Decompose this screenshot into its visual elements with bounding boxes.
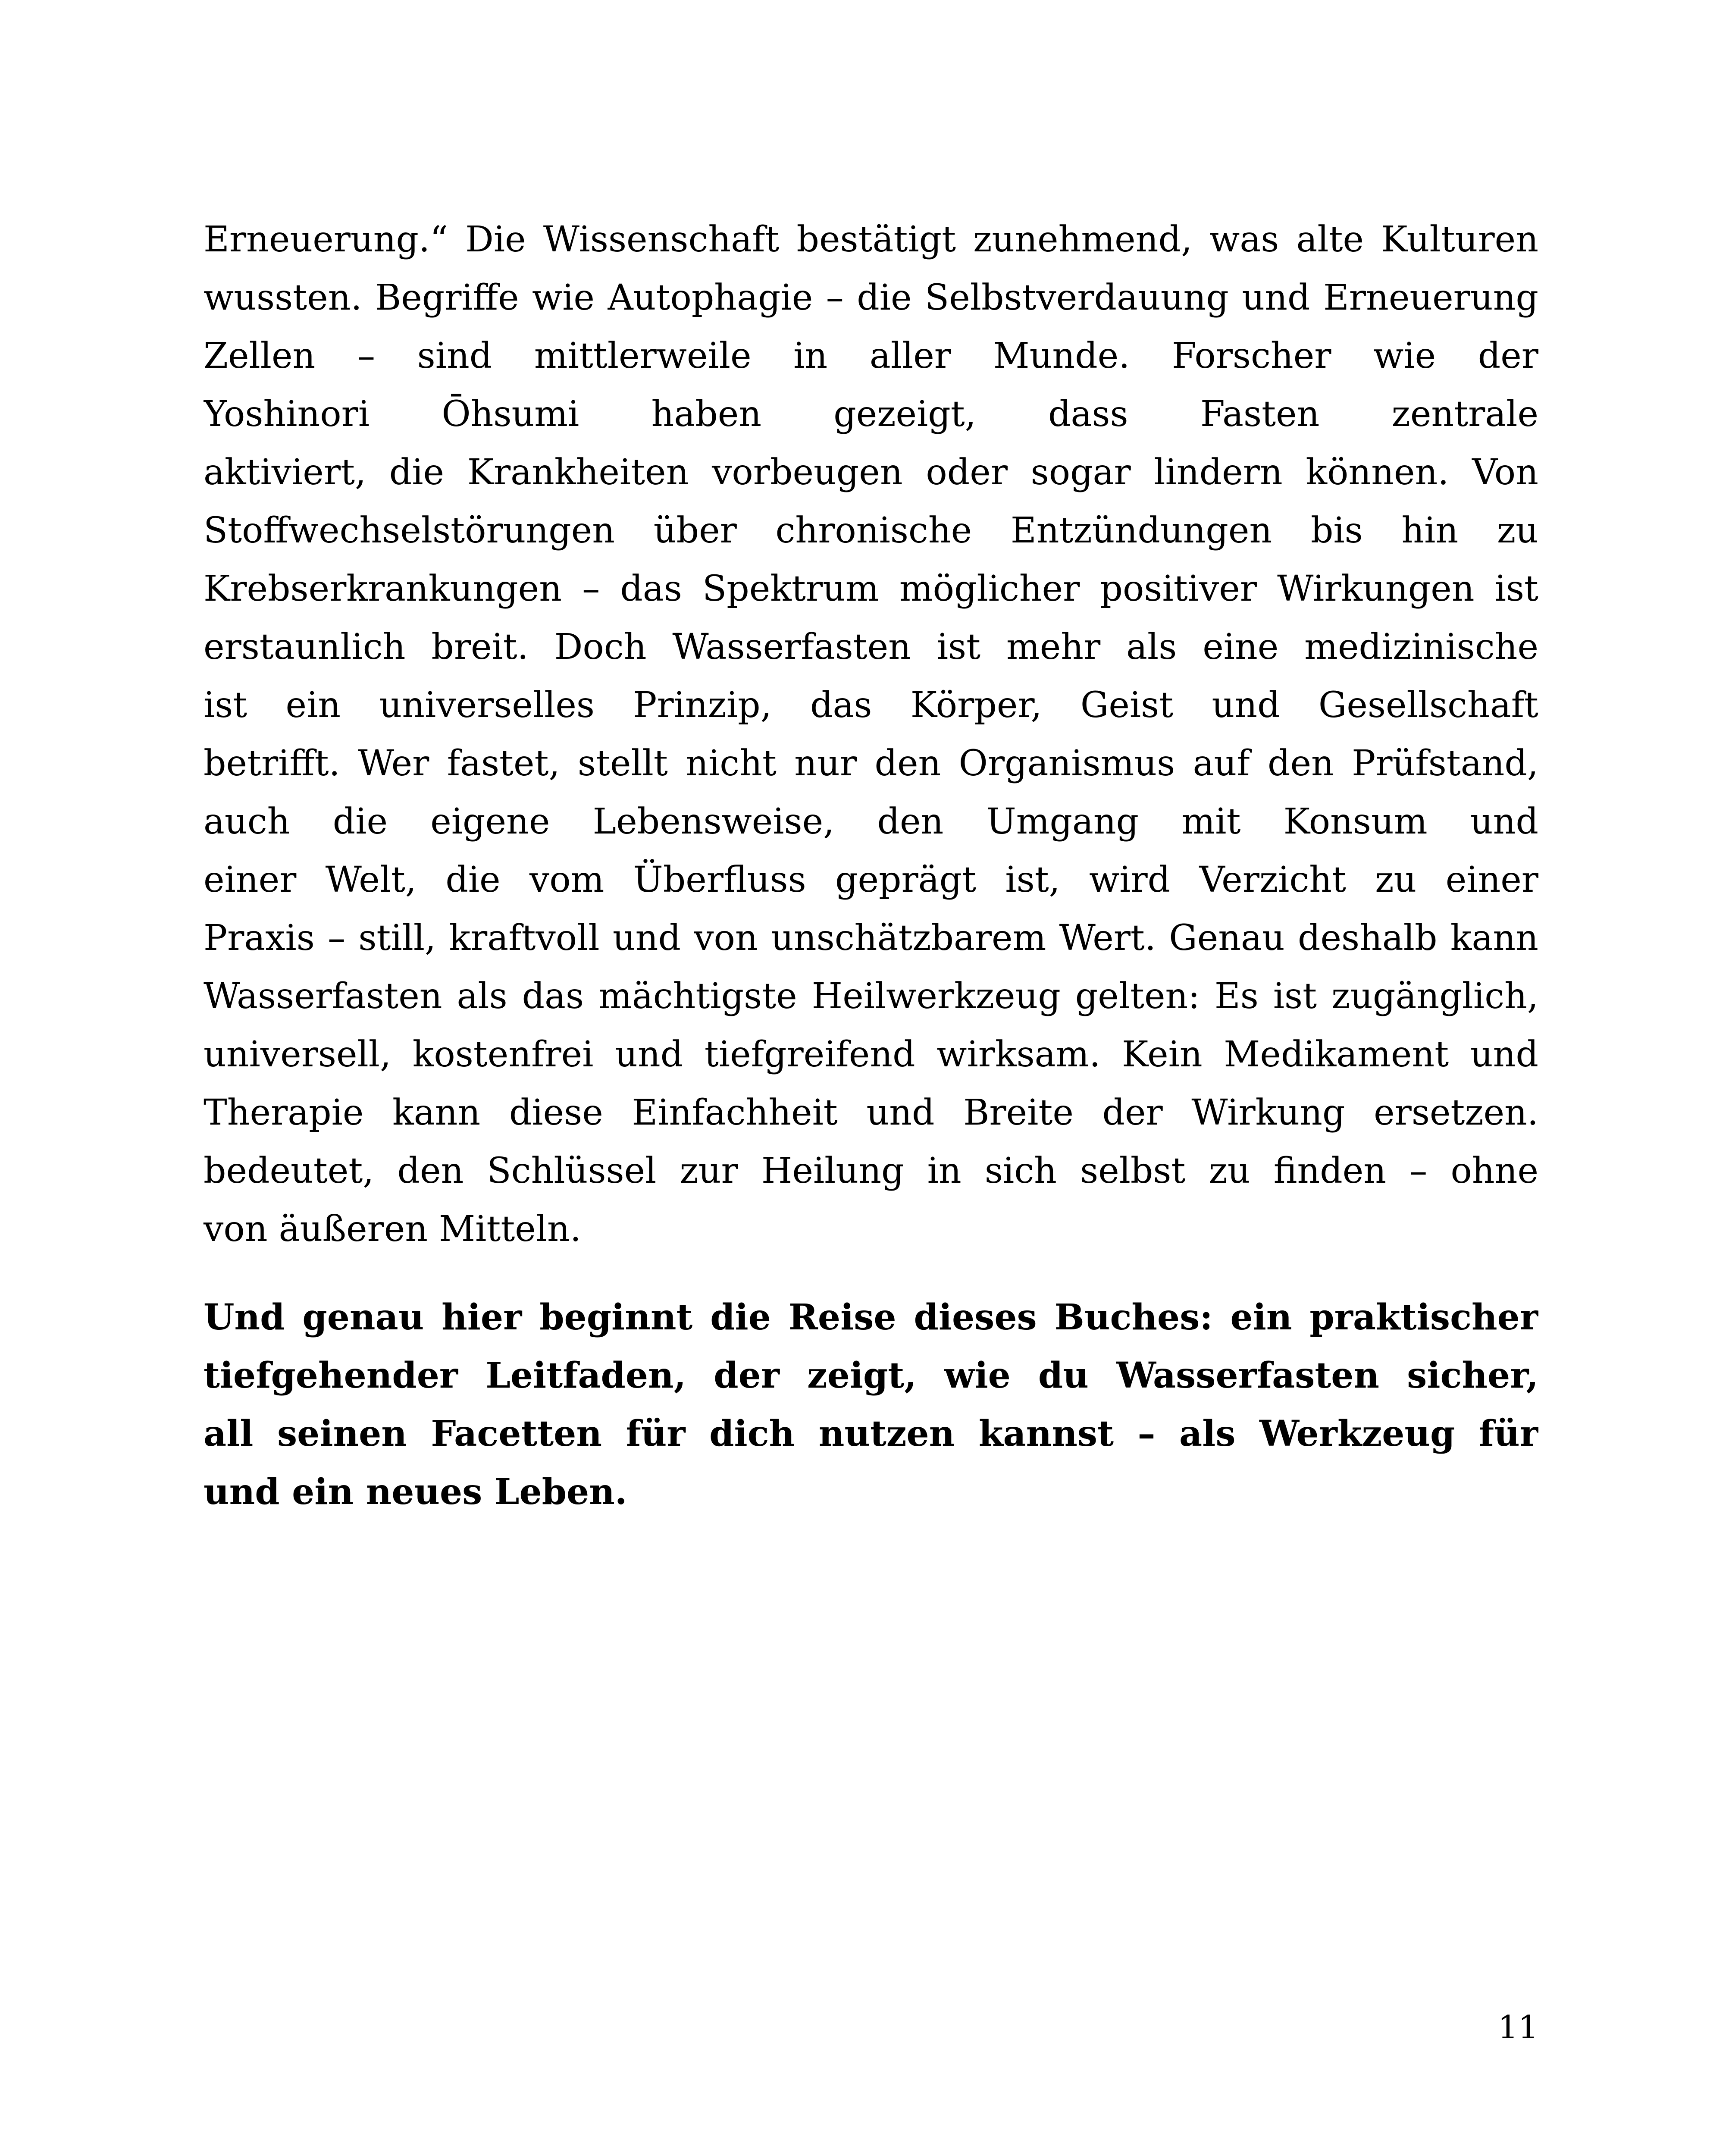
paragraph-line: Therapie kann diese Einfachheit und Breite der Wirkung ersetzen. xyxy=(204,1092,1538,1133)
paragraph-line: Krebserkrankungen – das Spektrum möglicher positiver Wirkungen ist xyxy=(204,568,1538,609)
paragraph-line: Yoshinori Ōhsumi haben gezeigt, dass Fasten zentrale xyxy=(204,394,1538,435)
paragraph-line: von äußeren Mitteln. xyxy=(204,1209,581,1250)
paragraph-line: einer Welt, die vom Überfluss geprägt ist, wird Verzicht zu einer xyxy=(204,859,1538,900)
paragraph-line: betrifft. Wer fastet, stellt nicht nur den Organismus auf den Prüfstand, xyxy=(204,743,1538,784)
paragraph-line: bedeutet, den Schlüssel zur Heilung in sich selbst zu finden – ohne xyxy=(204,1150,1538,1191)
paragraph-line: universell, kostenfrei und tiefgreifend wirksam. Kein Medikament und xyxy=(204,1034,1538,1075)
bold-line: und ein neues Leben. xyxy=(204,1471,627,1513)
paragraph-line: ist ein universelles Prinzip, das Körper, Geist und Gesellschaft xyxy=(204,685,1538,726)
paragraph-line: wussten. Begriffe wie Autophagie – die Selbstverdauung und Erneuerung xyxy=(204,277,1538,318)
bold-line: tiefgehender Leitfaden, der zeigt, wie du Wasserfasten sicher, xyxy=(204,1355,1538,1396)
paragraph-line: erstaunlich breit. Doch Wasserfasten ist mehr als eine medizinische xyxy=(204,627,1538,667)
page-number: 11 xyxy=(1497,2009,1538,2046)
paragraph-line: aktiviert, die Krankheiten vorbeugen oder sogar lindern können. Von xyxy=(204,452,1538,493)
paragraph-line: Praxis – still, kraftvoll und von unschätzbarem Wert. Genau deshalb kann xyxy=(204,918,1538,959)
bold-line: Und genau hier beginnt die Reise dieses Buches: ein praktischer xyxy=(204,1297,1538,1338)
paragraph-line: Stoffwechselstörungen über chronische Entzündungen bis hin zu xyxy=(204,510,1538,551)
body-paragraph xyxy=(204,210,1538,1258)
bold-line: all seinen Facetten für dich nutzen kannst – als Werkzeug für xyxy=(204,1413,1538,1454)
paragraph-line: Erneuerung.“ Die Wissenschaft bestätigt zunehmend, was alte Kulturen xyxy=(204,219,1538,260)
paragraph-line: auch die eigene Lebensweise, den Umgang mit Konsum und xyxy=(204,801,1538,842)
paragraph-line: Zellen – sind mittlerweile in aller Munde. Forscher wie der xyxy=(204,335,1538,376)
paragraph-line: Wasserfasten als das mächtigste Heilwerkzeug gelten: Es ist zugänglich, xyxy=(204,976,1538,1017)
bold-paragraph xyxy=(204,1288,1538,1521)
